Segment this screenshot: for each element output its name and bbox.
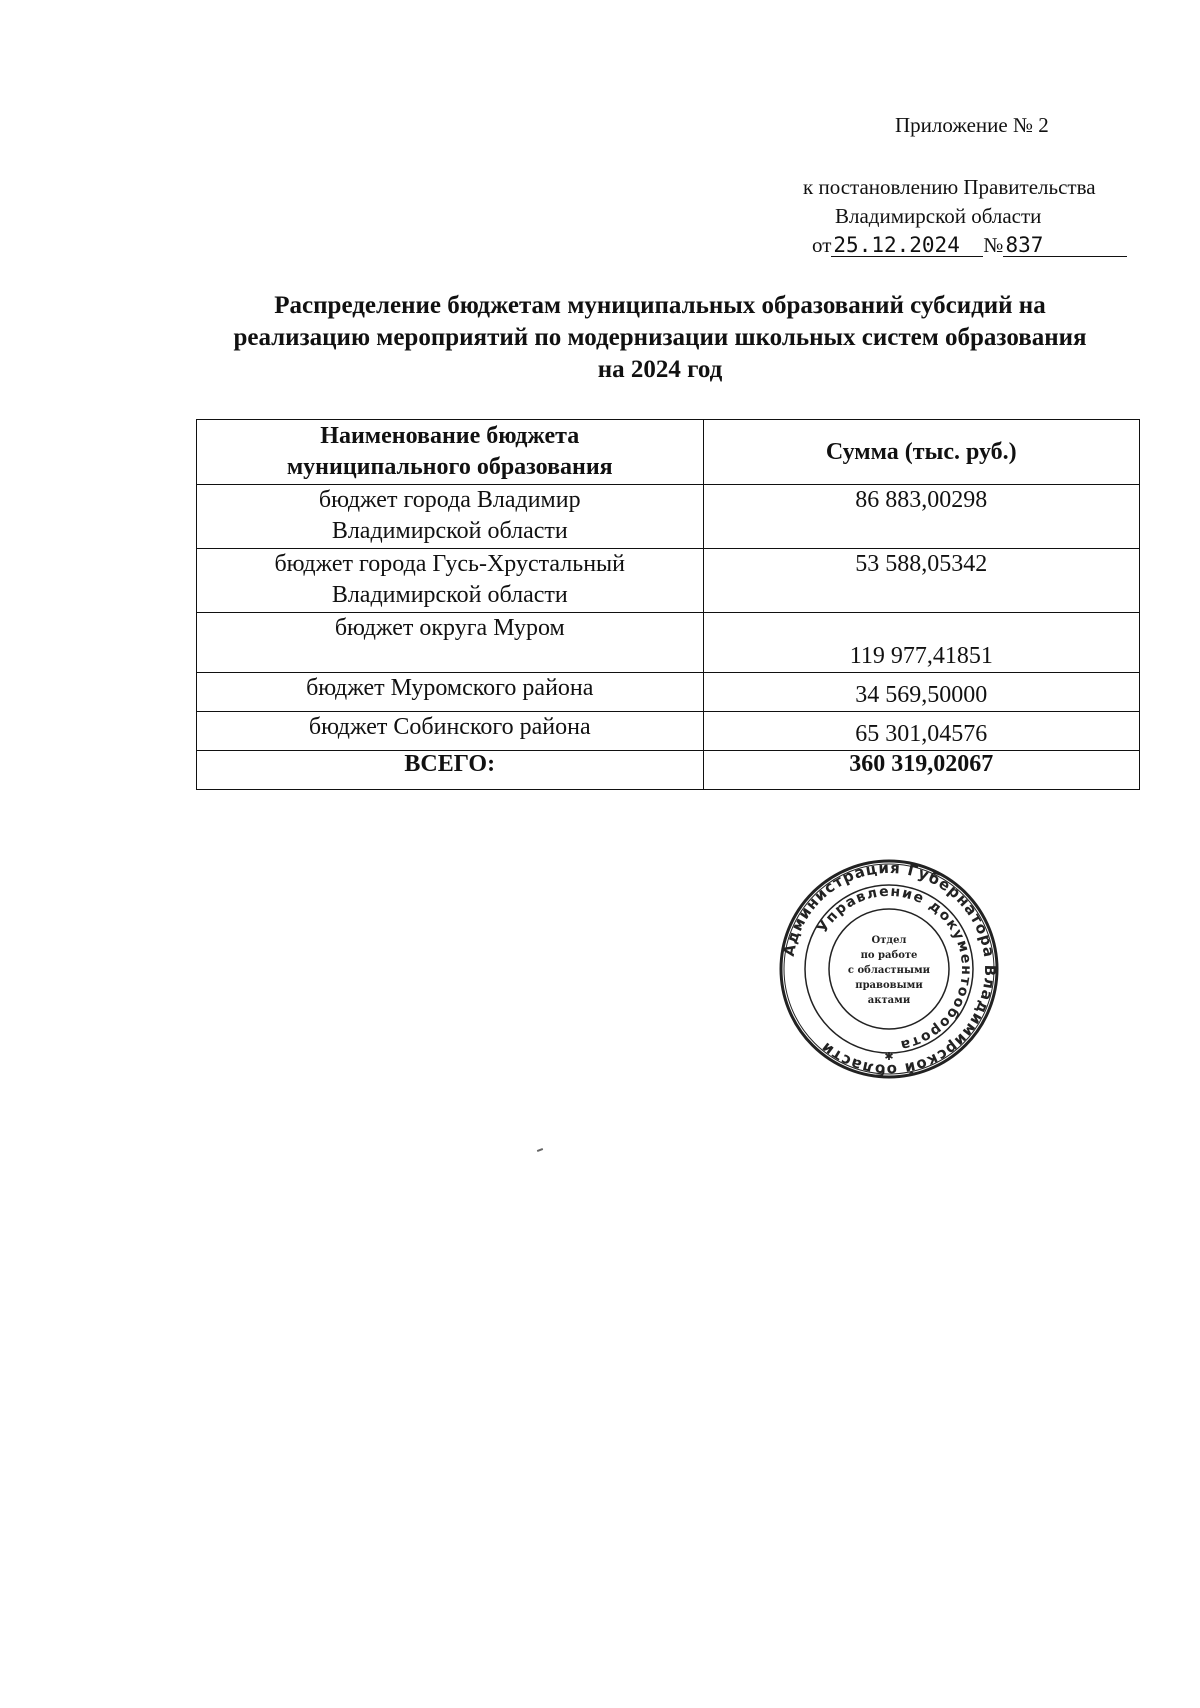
title-line-2: реализацию мероприятий по модернизации школьных систем образования	[233, 324, 1087, 351]
seal-inner-text: Управление документооборота	[814, 883, 975, 1054]
seal-center-line-4: правовыми	[855, 980, 923, 991]
budget-name-cell: бюджет Собинского района	[197, 712, 704, 751]
document-title	[180, 290, 1140, 386]
table-row	[197, 673, 1140, 712]
scan-speck	[537, 1148, 543, 1152]
title-line-3: на 2024 год	[597, 356, 723, 383]
budget-name-cell: бюджет Муромского района	[197, 673, 704, 712]
amount-cell: 34 569,50000	[703, 673, 1139, 712]
seal-center-line-5: актами	[867, 995, 911, 1006]
budget-name-cell	[197, 485, 704, 549]
budget-name-cell: бюджет округа Муром	[197, 613, 704, 673]
seal-star-icon: ✱	[884, 1050, 894, 1063]
subsidy-distribution-table	[196, 419, 1140, 790]
budget-name-line-1: бюджет города Владимир	[318, 487, 581, 513]
reference-date-line	[812, 231, 1160, 260]
column-header-name-line-1: Наименование бюджета	[320, 423, 580, 449]
table-header-row	[197, 420, 1140, 485]
seal-center-line-1: Отдел	[871, 935, 907, 946]
resolution-date: 25.12.2024	[831, 234, 983, 257]
column-header-name-line-2: муниципального образования	[286, 454, 613, 480]
column-header-budget-name	[197, 420, 704, 485]
from-label: от	[812, 233, 832, 257]
seal-center-line-3: с областными	[847, 965, 931, 976]
table-row	[197, 485, 1140, 549]
total-label: ВСЕГО:	[197, 751, 704, 790]
amount-cell: 53 588,05342	[703, 549, 1139, 613]
reference-line-1: к постановлению Правительства	[803, 175, 1096, 199]
table-row	[197, 549, 1140, 613]
resolution-reference	[760, 173, 1160, 260]
budget-name-line-2: Владимирской области	[331, 518, 568, 544]
total-amount: 360 319,02067	[703, 751, 1139, 790]
number-label: №	[983, 233, 1004, 257]
title-line-1: Распределение бюджетам муниципальных образований субсидий на	[274, 292, 1046, 319]
total-row	[197, 751, 1140, 790]
budget-name-line-2: Владимирской области	[331, 582, 568, 608]
seal-outer-text: Администрация Губернатора Владимирской области	[779, 858, 1000, 1080]
appendix-label: Приложение № 2	[895, 113, 1049, 137]
budget-name-line-1: бюджет города Гусь-Хрустальный	[274, 551, 626, 577]
reference-line-2: Владимирской области	[835, 204, 1042, 228]
table-row	[197, 712, 1140, 751]
amount-cell: 119 977,41851	[703, 613, 1139, 673]
budget-name-cell	[197, 549, 704, 613]
table-row	[197, 613, 1140, 673]
official-seal-stamp	[778, 858, 1000, 1080]
column-header-amount: Сумма (тыс. руб.)	[703, 420, 1139, 485]
amount-cell: 86 883,00298	[703, 485, 1139, 549]
seal-center-line-2: по работе	[860, 950, 918, 961]
resolution-number: 837	[1003, 234, 1127, 257]
amount-cell: 65 301,04576	[703, 712, 1139, 751]
